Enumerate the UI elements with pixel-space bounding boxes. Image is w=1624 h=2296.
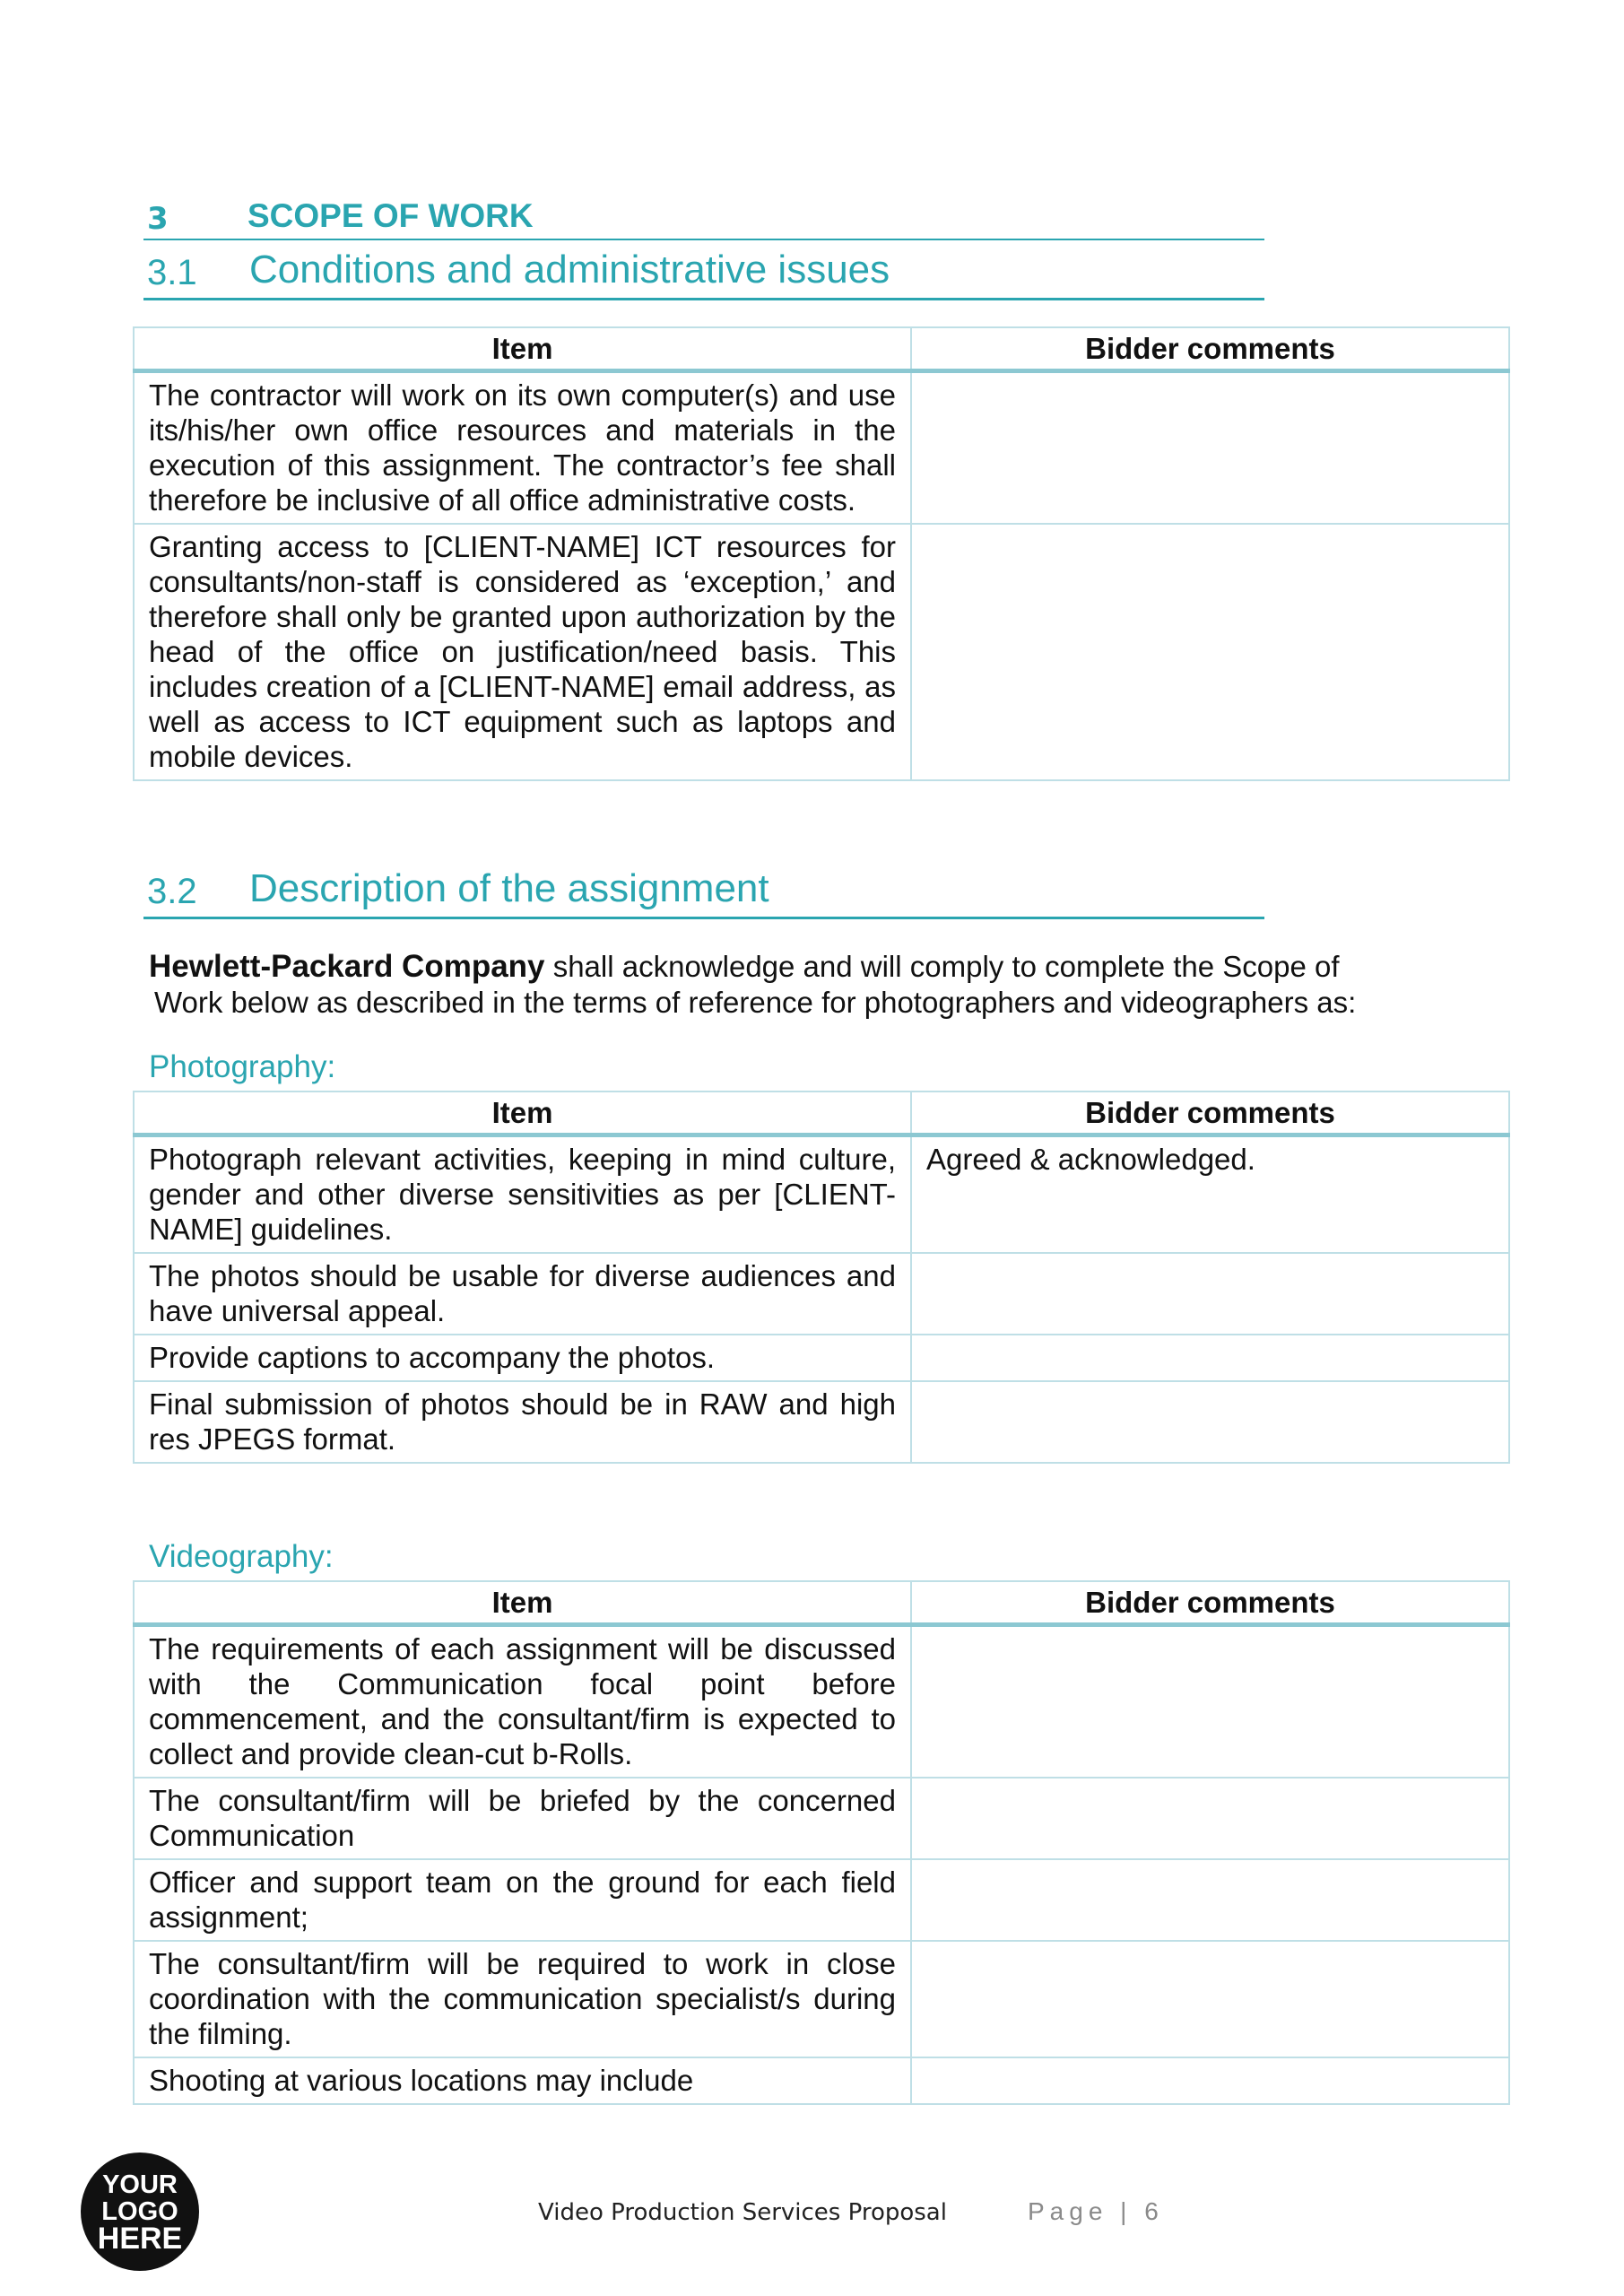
- item-cell: The photos should be usable for diverse audiences and have universal appeal.: [134, 1253, 911, 1335]
- section-heading: [143, 194, 1264, 240]
- item-header: Item: [134, 327, 911, 371]
- subsection-title: Conditions and administrative issues: [249, 248, 890, 291]
- item-cell: The contractor will work on its own computer(s) and use its/his/her own office resources and materials in the execution of this assignment. The contractor’s fee shall therefore be inclusive of all office administrative costs.: [134, 371, 911, 525]
- item-cell: The consultant/firm will be required to work in close coordination with the communication specialist/s during the filming.: [134, 1941, 911, 2057]
- logo-text: HERE: [97, 2222, 183, 2256]
- subsection-title: Description of the assignment: [249, 866, 769, 910]
- comment-cell: [911, 1941, 1509, 2057]
- subsection-heading-conditions: [143, 242, 1264, 300]
- company-logo: [81, 2152, 199, 2271]
- table-header-row: [134, 1581, 1509, 1625]
- table-header-row: [134, 327, 1509, 371]
- table-header-row: [134, 1091, 1509, 1135]
- table-row: [134, 1135, 1509, 1254]
- item-header: Item: [134, 1581, 911, 1625]
- videography-heading: Videography:: [149, 1539, 334, 1574]
- comment-cell: [911, 1778, 1509, 1859]
- comment-cell: [911, 1625, 1509, 1779]
- comment-cell: [911, 1335, 1509, 1381]
- logo-text: LOGO: [101, 2197, 178, 2226]
- item-cell: Final submission of photos should be in RAW and high res JPEGS format.: [134, 1381, 911, 1463]
- table-row: [134, 524, 1509, 780]
- table-row: [134, 1335, 1509, 1381]
- comment-cell: Agreed & acknowledged.: [911, 1135, 1509, 1254]
- comments-header: Bidder comments: [911, 1091, 1509, 1135]
- table-row: [134, 1253, 1509, 1335]
- table-row: [134, 1625, 1509, 1779]
- comment-cell: [911, 1381, 1509, 1463]
- table-row: [134, 1778, 1509, 1859]
- intro-line-2: Work below as described in the terms of reference for photographers and videographers as:: [154, 986, 1357, 1019]
- table-row: [134, 371, 1509, 525]
- footer-page-number: Page | 6: [1028, 2197, 1164, 2225]
- videography-table: [133, 1580, 1510, 2105]
- company-name: Hewlett-Packard Company: [149, 949, 545, 984]
- item-cell: Photograph relevant activities, keeping in mind culture, gender and other diverse sensitivities as per [CLIENT-NAME] guidelines.: [134, 1135, 911, 1254]
- comment-cell: [911, 1859, 1509, 1941]
- subsection-number: 3.1: [147, 253, 197, 292]
- item-cell: Provide captions to accompany the photos.: [134, 1335, 911, 1381]
- section-title: SCOPE OF WORK: [248, 197, 534, 234]
- item-cell: Officer and support team on the ground for each field assignment;: [134, 1859, 911, 1941]
- comments-header: Bidder comments: [911, 1581, 1509, 1625]
- item-header: Item: [134, 1091, 911, 1135]
- item-cell: The requirements of each assignment will be discussed with the Communication focal point before commencement, and the consultant/firm is expected to collect and provide clean-cut b-Rolls.: [134, 1625, 911, 1779]
- logo-text: YOUR: [102, 2170, 178, 2199]
- comment-cell: [911, 524, 1509, 780]
- subsection-number: 3.2: [147, 872, 197, 911]
- section-number: 3: [147, 201, 169, 237]
- intro-line-1: shall acknowledge and will comply to complete the Scope of: [552, 950, 1340, 983]
- assignment-intro: [149, 949, 1458, 1021]
- item-cell: The consultant/firm will be briefed by the concerned Communication: [134, 1778, 911, 1859]
- comment-cell: [911, 1253, 1509, 1335]
- footer-doc-title: Video Production Services Proposal: [538, 2199, 947, 2226]
- table-row: [134, 1941, 1509, 2057]
- comment-cell: [911, 2057, 1509, 2104]
- photography-table: [133, 1091, 1510, 1464]
- subsection-heading-description: [143, 861, 1264, 919]
- item-cell: Granting access to [CLIENT-NAME] ICT resources for consultants/non-staff is considered as ‘exception,’ and therefore shall only be granted upon authorization by the head of the office on justification/need basis. This includes creation of a [CLIENT-NAME] email address, as well as access to ICT equipment such as laptops and mobile devices.: [134, 524, 911, 780]
- conditions-table: [133, 326, 1510, 781]
- comment-cell: [911, 371, 1509, 525]
- table-row: [134, 1859, 1509, 1941]
- item-cell: Shooting at various locations may include: [134, 2057, 911, 2104]
- comments-header: Bidder comments: [911, 327, 1509, 371]
- table-row: [134, 1381, 1509, 1463]
- photography-heading: Photography:: [149, 1049, 336, 1084]
- table-row: [134, 2057, 1509, 2104]
